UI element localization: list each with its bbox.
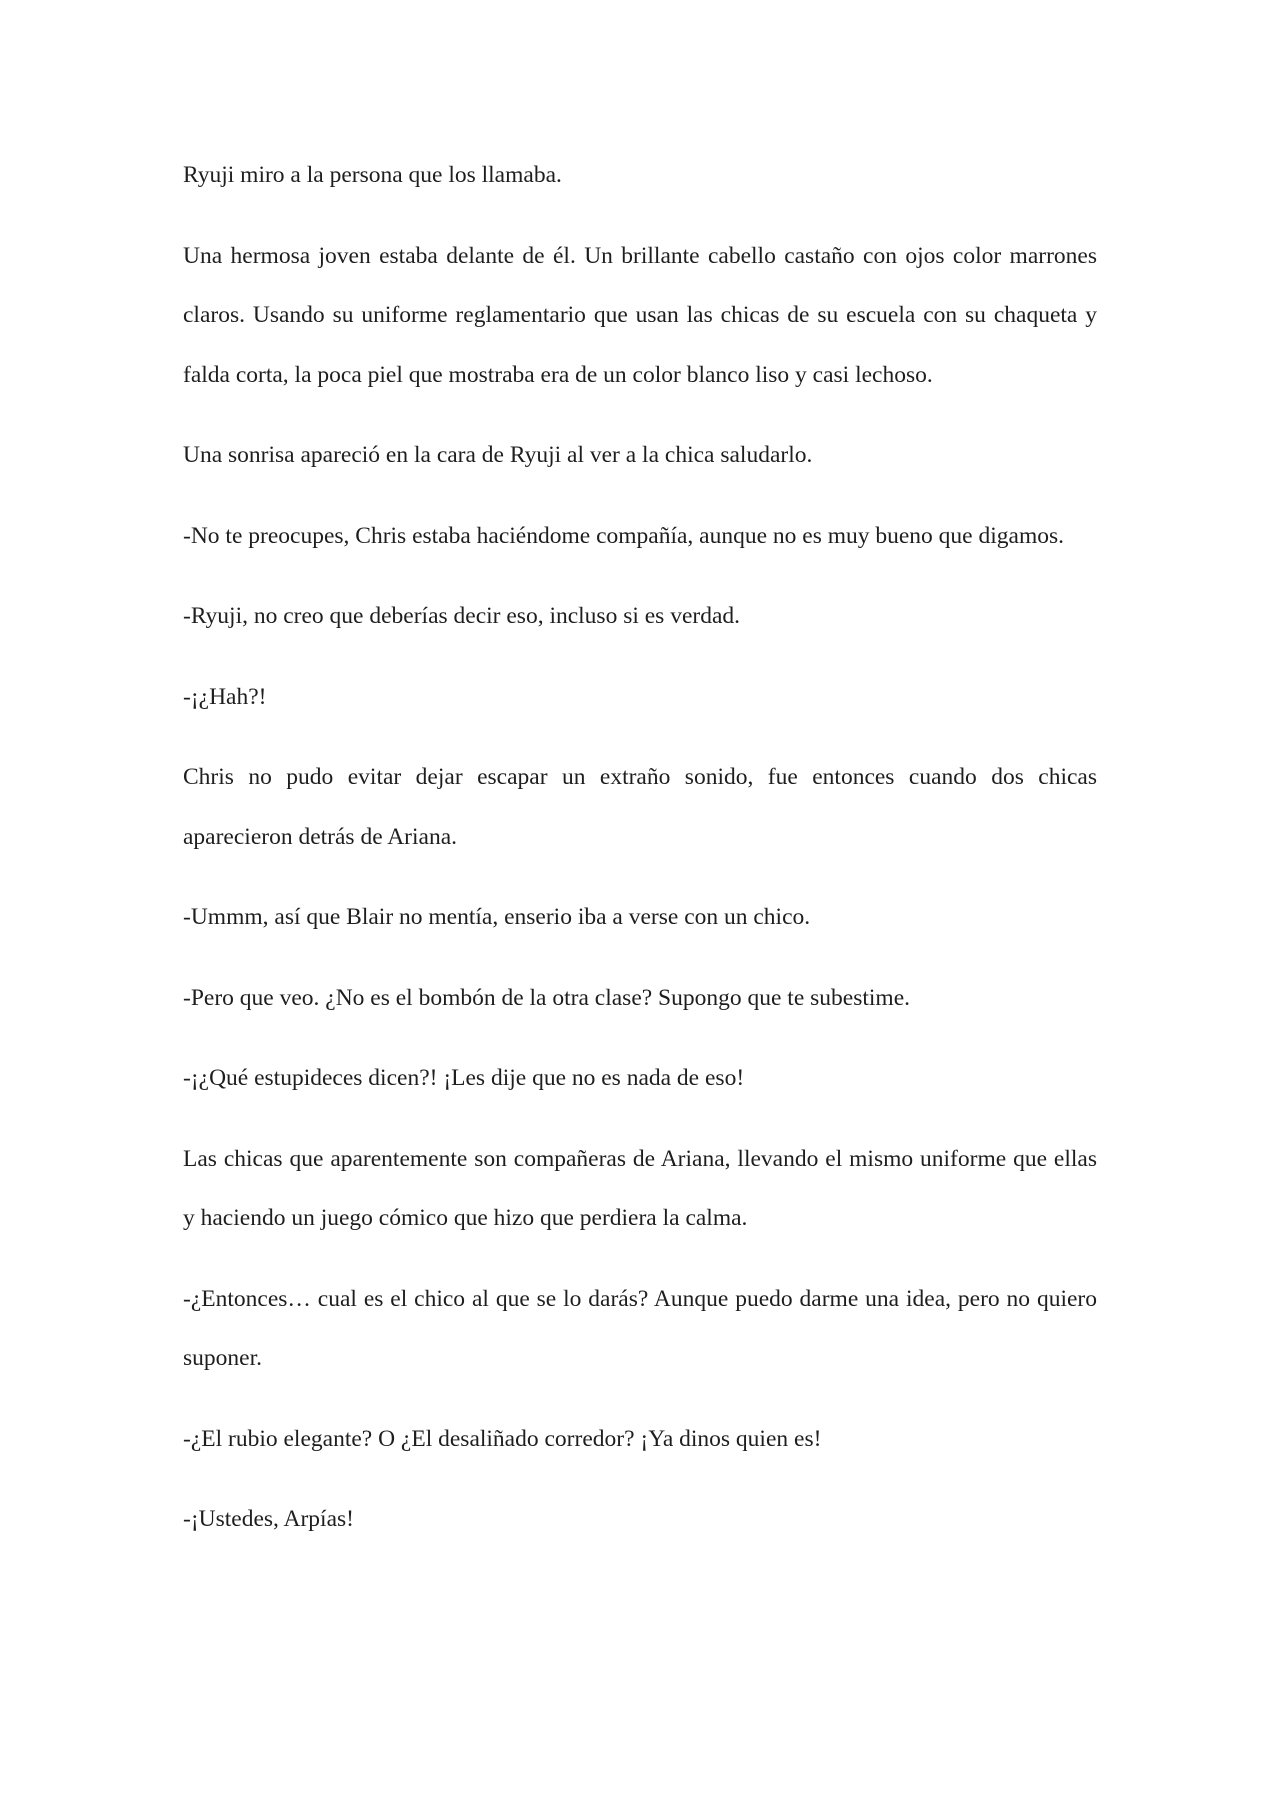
paragraph: Chris no pudo evitar dejar escapar un extraño sonido, fue entonces cuando dos chicas aparecieron detrás de Ariana.	[183, 764, 1097, 850]
paragraph: -Pero que veo. ¿No es el bombón de la otra clase? Supongo que te subestime.	[183, 984, 910, 1011]
paragraph: -¡¿Qué estupideces dicen?! ¡Les dije que no es nada de eso!	[183, 1065, 745, 1091]
paragraph: Una sonrisa apareció en la cara de Ryuji al ver a la chica saludarlo.	[183, 442, 813, 468]
body-text	[183, 146, 1097, 1571]
paragraph: -¡Ustedes, Arpías!	[183, 1506, 354, 1532]
paragraph: Una hermosa joven estaba delante de él. Un brillante cabello castaño con ojos color marrones claros. Usando su uniforme reglamentario que usan las chicas de su escuela con su chaqueta y falda corta, la poca piel que mostraba era de un color blanco liso y casi lechoso.	[183, 242, 1097, 388]
paragraph: Ryuji miro a la persona que los llamaba.	[183, 162, 562, 188]
paragraph: -No te preocupes, Chris estaba haciéndome compañía, aunque no es muy bueno que digamos.	[183, 522, 1064, 549]
paragraph: -Ummm, así que Blair no mentía, enserio iba a verse con un chico.	[183, 904, 811, 930]
paragraph: -¿El rubio elegante? O ¿El desaliñado corredor? ¡Ya dinos quien es!	[183, 1425, 822, 1452]
paragraph: -¿Entonces… cual es el chico al que se lo darás? Aunque puedo darme una idea, pero no quiero suponer.	[183, 1285, 1097, 1371]
paragraph: -¡¿Hah?!	[183, 683, 267, 710]
paragraph: Las chicas que aparentemente son compañeras de Ariana, llevando el mismo uniforme que ellas y haciendo un juego cómico que hizo que perdiera la calma.	[183, 1145, 1097, 1231]
paragraph: -Ryuji, no creo que deberías decir eso, incluso si es verdad.	[183, 603, 741, 629]
